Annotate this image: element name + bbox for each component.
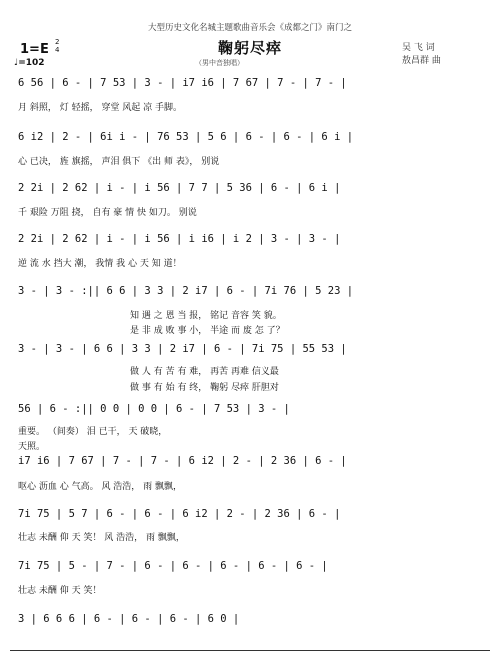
lyrics-line: 做 人 有 苦 有 难， 再苦 再难 信义最 [130,367,279,377]
notation-line: 3 | 6 6 6 | 6 - | 6 - | 6 - | 6 0 | [18,613,240,625]
time-signature [55,38,59,54]
lyrics-line: 做 事 有 始 有 终， 鞠躬 尽瘁 肝胆对 [130,383,279,393]
lyrics-line: 呕心 沥血 心 气高。 风 浩浩， 雨 飘飘， [18,482,183,492]
lyricist-credit: 吴 飞 词 [402,43,435,53]
lyrics-line: 壮志 未酬 仰 天 笑！ [18,586,102,596]
notation-line: 56 | 6 - :|| 0 0 | 0 0 | 6 - | 7 53 | 3 - | [18,403,290,415]
lyrics-line: 是 非 成 败 事 小， 半途 而 废 怎 了？ [130,326,285,336]
notation-line: 6 i2 | 2 - | 6i i - | 76 53 | 5 6 | 6 - | 6 - | 6 i | [18,131,354,143]
notation-line: i7 i6 | 7 67 | 7 - | 7 - | 6 i2 | 2 - | 2 36 | 6 - | [18,455,347,467]
key-signature: 1=E [20,42,49,57]
lyrics-line: 天照。 [18,442,46,452]
song-title: 鞠躬尽瘁 [217,39,282,57]
notation-line: 6 56 | 6 - | 7 53 | 3 - | i7 i6 | 7 67 | 7 - | 7 - | [18,77,347,89]
time-signature-top: 2 [55,38,60,46]
lyrics-line: 知 遇 之 恩 当 报， 铭记 音容 笑 貌。 [130,311,282,321]
lyrics-line: 千 艰险 万阻 挠， 自有 豪 情 快 如刀。 别说 [18,208,197,218]
performer-note: （男中音独唱） [195,59,244,67]
lyrics-line: 月 斜照， 灯 轻摇， 穿堂 风起 凉 手脚。 [18,103,183,113]
notation-line: 2 2i | 2 62 | i - | i 56 | 7 7 | 5 36 | 6 - | 6 i | [18,182,341,194]
notation-line: 2 2i | 2 62 | i - | i 56 | i i6 | i 2 | 3 - | 3 - | [18,233,341,245]
notation-line: 3 - | 3 - :|| 6 6 | 3 3 | 2 i7 | 6 - | 7i 76 | 5 23 | [18,285,354,297]
notation-line: 3 - | 3 - | 6 6 | 3 3 | 2 i7 | 6 - | 7i 75 | 55 53 | [18,343,347,355]
lyrics-line: 重要。 （间奏） 泪 已干， 天 破晓， [18,427,168,437]
page-bottom-rule [10,650,490,651]
time-signature-bottom: 4 [55,46,60,54]
lyrics-line: 逆 流 水 挡大 潮， 我情 我 心 天 知 道！ [18,259,182,269]
tempo-marking: ♩=102 [14,58,45,68]
score-subtitle: 大型历史文化名城主题歌曲音乐会《成都之门》南门之 [147,23,352,33]
lyrics-line: 心 已决， 旌 旗摇， 声泪 俱下 《出 师 表》， 别说 [18,157,220,167]
notation-line: 7i 75 | 5 7 | 6 - | 6 - | 6 i2 | 2 - | 2 36 | 6 - | [18,508,341,520]
lyrics-line: 壮志 未酬 仰 天 笑！ 风 浩浩， 雨 飘飘， [18,533,185,543]
notation-line: 7i 75 | 5 - | 7 - | 6 - | 6 - | 6 - | 6 - | 6 - | [18,560,328,572]
composer-credit: 敖昌群 曲 [402,56,441,66]
